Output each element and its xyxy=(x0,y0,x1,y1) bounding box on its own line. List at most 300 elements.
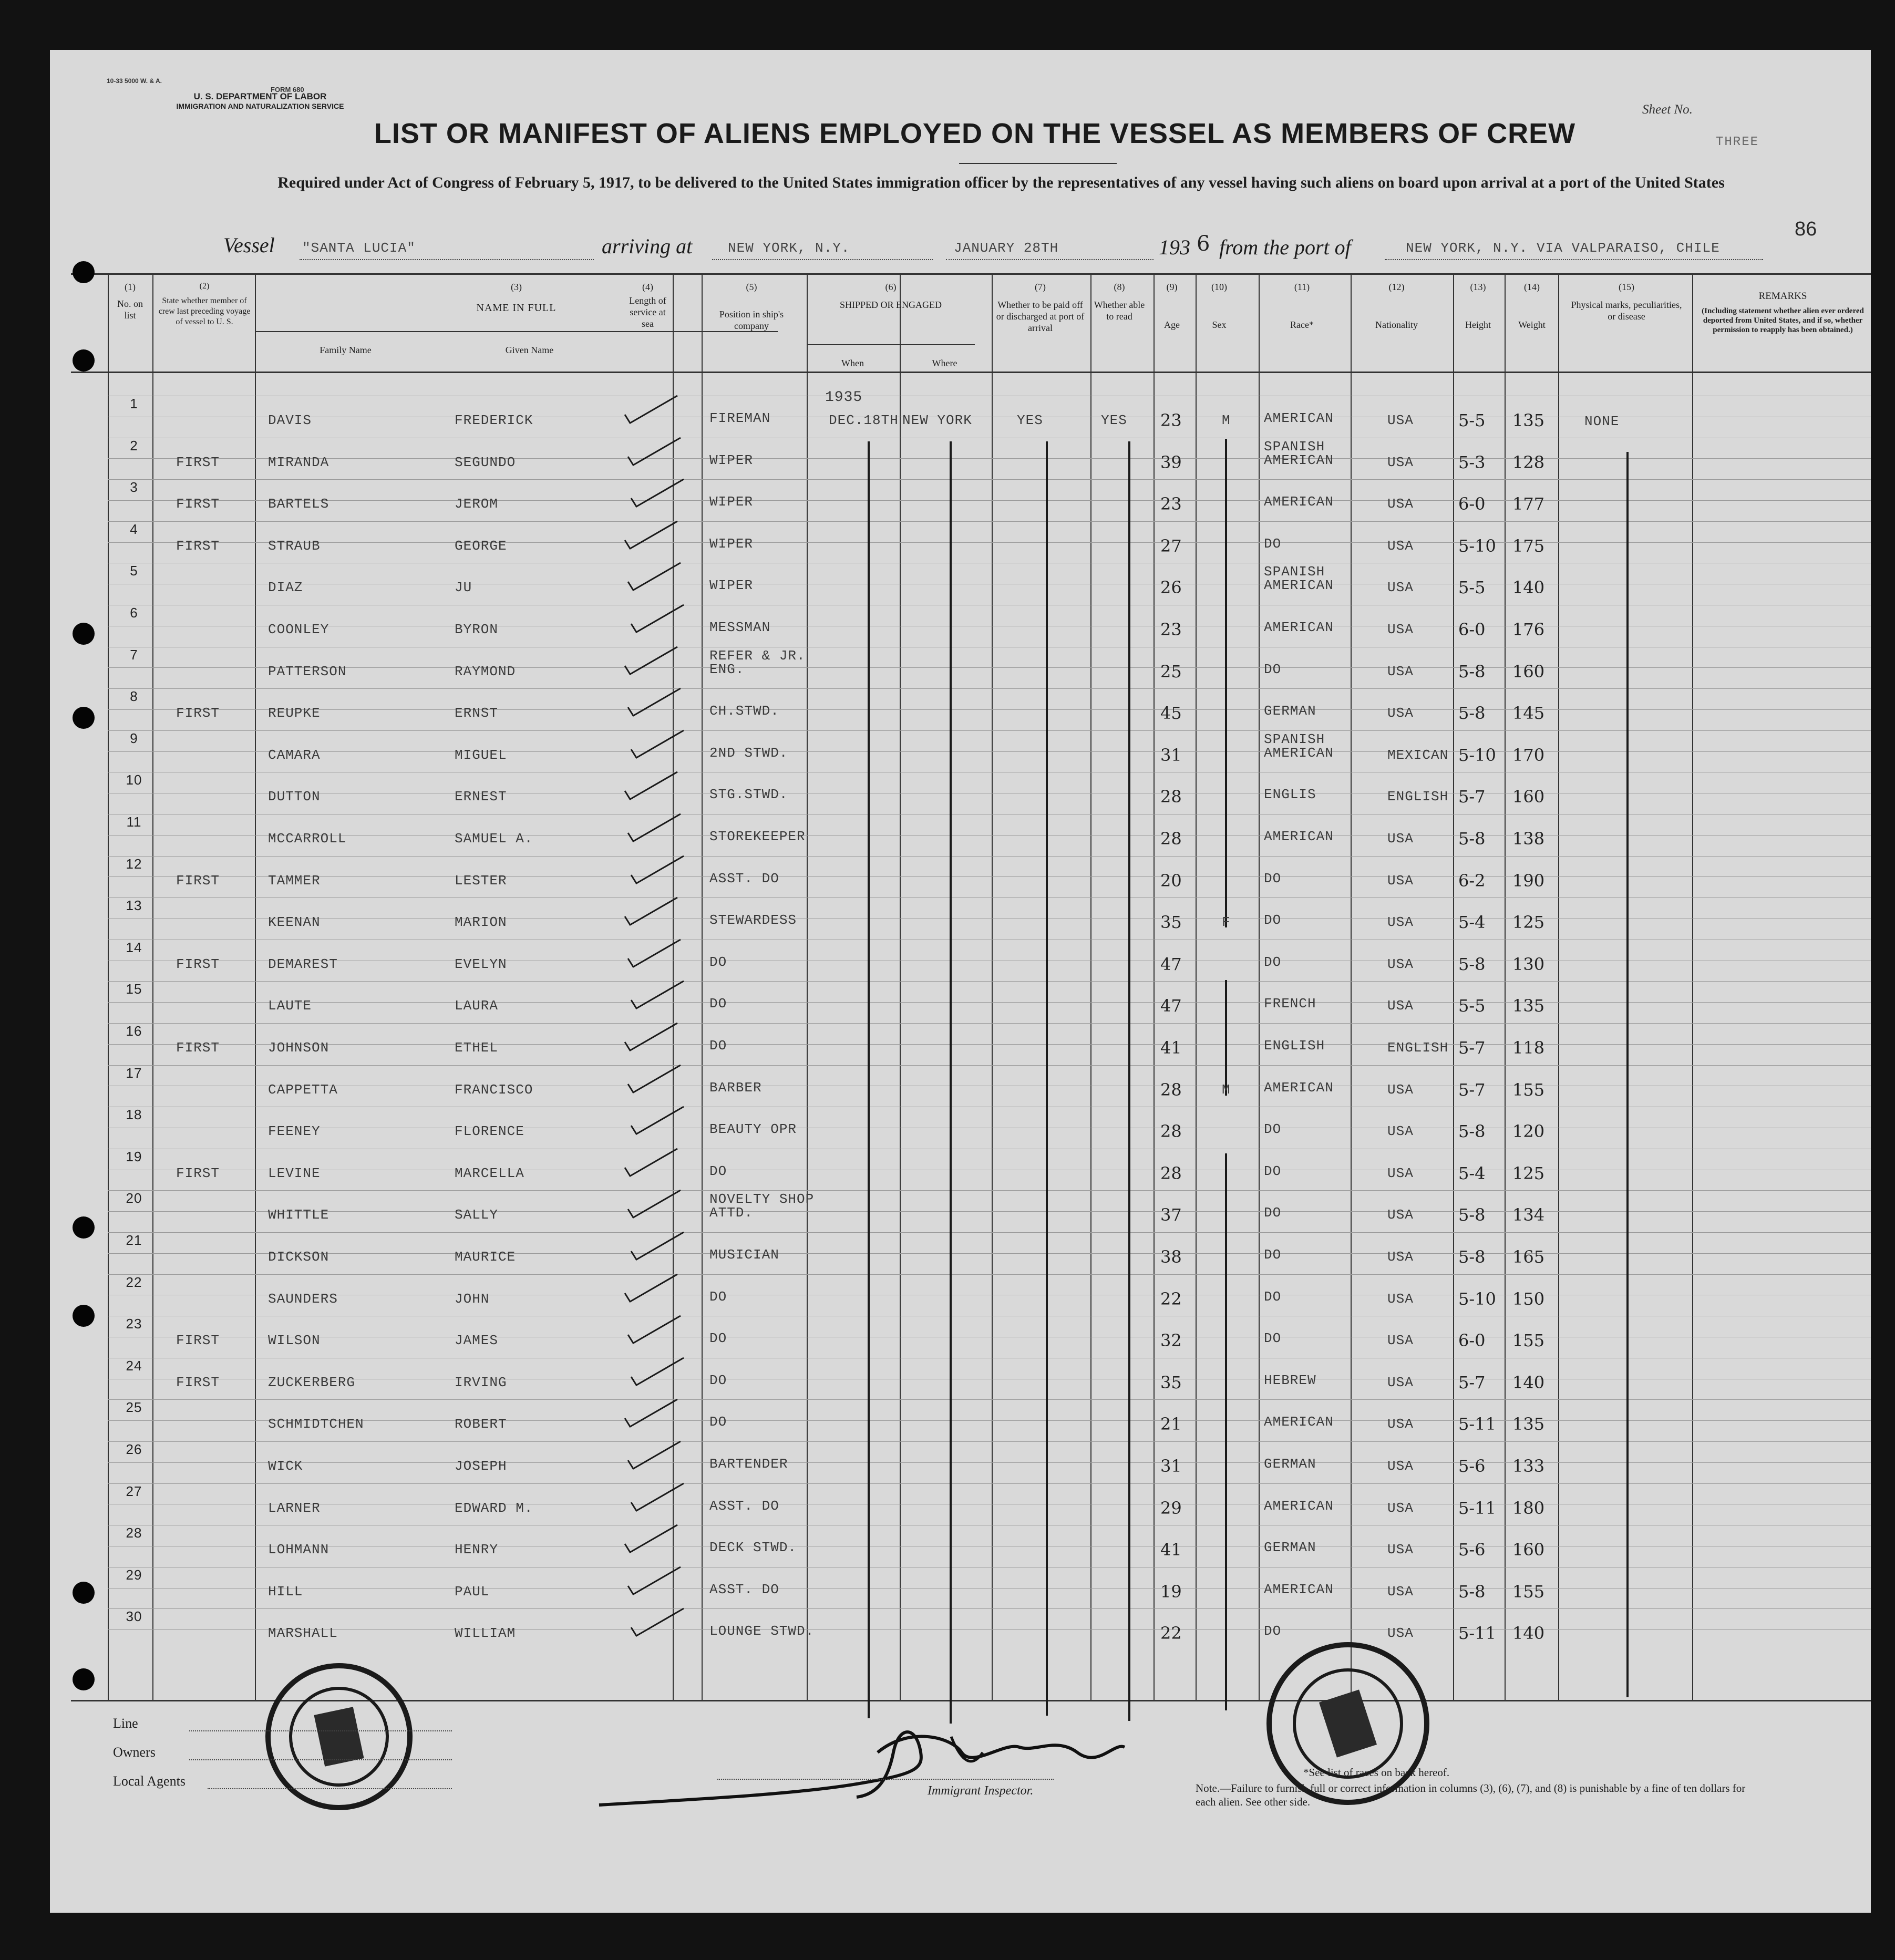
able-to-read-value: YES xyxy=(1101,412,1127,428)
cell-given: ERNEST xyxy=(455,789,507,805)
cell-race: DO xyxy=(1264,1330,1282,1347)
ditto-stroke-sex-m2 xyxy=(1225,1153,1227,1710)
cell-race: DO xyxy=(1264,1121,1282,1138)
row-rule xyxy=(108,500,1871,501)
cell-position: 2ND STWD. xyxy=(709,745,788,761)
cell-given: LESTER xyxy=(455,872,507,889)
check-mark-icon xyxy=(626,1438,684,1475)
cell-height: 5-8 xyxy=(1458,1581,1486,1602)
cell-weight: 140 xyxy=(1512,1372,1545,1392)
vessel-name: "SANTA LUCIA" xyxy=(302,240,416,256)
cell-height: 5-7 xyxy=(1458,787,1486,807)
cell-race: DO xyxy=(1264,661,1282,677)
cell-height: 5-4 xyxy=(1458,912,1486,933)
cell-given: BYRON xyxy=(455,622,499,637)
cell-prev: FIRST xyxy=(176,538,220,554)
cell-height: 6-0 xyxy=(1458,620,1486,639)
row-rule xyxy=(108,688,1871,689)
cell-nationality: USA xyxy=(1387,1165,1414,1181)
check-mark-icon xyxy=(626,1313,684,1349)
cell-age: 28 xyxy=(1160,1079,1182,1100)
row-rule xyxy=(108,730,1871,731)
cell-no: 13 xyxy=(126,898,142,914)
cell-age: 32 xyxy=(1160,1330,1182,1351)
binder-hole xyxy=(73,1582,95,1604)
row-rule xyxy=(108,542,1871,543)
cell-weight: 160 xyxy=(1512,661,1545,682)
cell-race: AMERICAN xyxy=(1264,1581,1334,1597)
cell-family: DAVIS xyxy=(268,412,312,428)
cell-height: 5-3 xyxy=(1458,452,1486,472)
cell-height: 5-8 xyxy=(1458,1205,1486,1225)
cell-position: DO xyxy=(709,954,727,970)
cell-no: 16 xyxy=(126,1023,142,1039)
cell-race: SPANISH AMERICAN xyxy=(1264,438,1334,468)
col13-header: (13) Height xyxy=(1465,282,1491,330)
cell-weight: 125 xyxy=(1512,912,1545,933)
cell-position: WIPER xyxy=(709,494,754,510)
column-divider xyxy=(702,273,703,1700)
cell-age: 25 xyxy=(1160,661,1182,682)
cell-weight: 155 xyxy=(1512,1079,1545,1100)
cell-position: FIREMAN xyxy=(709,410,771,426)
cell-position: LOUNGE STWD. xyxy=(709,1623,815,1639)
cell-no: 9 xyxy=(130,730,138,746)
cell-no: 4 xyxy=(130,521,138,537)
ditto-stroke-paid xyxy=(1046,441,1048,1716)
cell-race: SPANISH AMERICAN xyxy=(1264,731,1334,761)
from-port-value: NEW YORK, N.Y. VIA VALPARAISO, CHILE xyxy=(1406,240,1720,256)
service-name: IMMIGRATION AND NATURALIZATION SERVICE xyxy=(176,102,344,110)
title-underline xyxy=(959,163,1117,164)
cell-no: 21 xyxy=(126,1232,142,1248)
cell-height: 5-11 xyxy=(1458,1498,1496,1518)
cell-family: LAUTE xyxy=(268,998,312,1014)
cell-family: BARTELS xyxy=(268,496,329,512)
cell-family: TAMMER xyxy=(268,872,321,889)
row-rule xyxy=(108,709,1871,710)
shipped-header-divider xyxy=(807,344,975,345)
cell-race: DO xyxy=(1264,1163,1282,1179)
cell-position: DO xyxy=(709,996,727,1012)
cell-height: 5-5 xyxy=(1458,410,1486,430)
cell-family: DIAZ xyxy=(268,580,303,596)
owners-dotted xyxy=(189,1759,452,1760)
cell-family: DUTTON xyxy=(268,789,321,805)
binder-hole xyxy=(73,349,95,372)
row-rule xyxy=(108,667,1871,668)
cell-no: 18 xyxy=(126,1107,142,1123)
cell-given: SEGUNDO xyxy=(455,454,516,470)
cell-nationality: USA xyxy=(1387,1123,1414,1140)
col10-header: (10) Sex xyxy=(1211,282,1227,330)
cell-given: MARION xyxy=(455,914,507,931)
cell-nationality: USA xyxy=(1387,872,1414,889)
cell-given: WILLIAM xyxy=(455,1625,516,1642)
col9-header: (9) Age xyxy=(1164,282,1180,330)
cell-nationality: USA xyxy=(1387,454,1414,470)
cell-position: CH.STWD. xyxy=(709,703,779,719)
cell-nationality: USA xyxy=(1387,1458,1414,1474)
cell-position: ASST. DO xyxy=(709,1498,779,1514)
check-mark-icon xyxy=(623,1020,681,1057)
cell-race: GERMAN xyxy=(1264,703,1316,719)
cell-nationality: MEXICAN xyxy=(1387,747,1449,763)
page-number: 86 xyxy=(1795,218,1817,240)
cell-family: COONLEY xyxy=(268,622,329,637)
cell-race: GERMAN xyxy=(1264,1456,1316,1472)
cell-family: MCCARROLL xyxy=(268,831,347,847)
row-rule xyxy=(108,479,1871,480)
check-mark-icon xyxy=(623,1396,681,1433)
cell-position: REFER & JR. ENG. xyxy=(709,647,806,677)
cell-age: 29 xyxy=(1160,1498,1182,1518)
date-dotted-line xyxy=(946,259,1154,260)
paid-off-value: YES xyxy=(1017,412,1043,428)
page-subtitle: Required under Act of Congress of February 5, 1917, to be delivered to the United States immigration officer by the representatives of any vessel having such aliens on board upon arrival at a port of the United States xyxy=(277,174,1725,191)
cell-weight: 133 xyxy=(1512,1456,1545,1476)
cell-nationality: USA xyxy=(1387,622,1414,637)
port-stamp-left xyxy=(260,1658,418,1815)
col11-header: (11) Race* xyxy=(1290,282,1314,330)
cell-nationality: USA xyxy=(1387,1625,1414,1642)
cell-weight: 125 xyxy=(1512,1163,1545,1183)
column-divider xyxy=(1505,273,1506,1700)
row-rule xyxy=(108,751,1871,752)
cell-no: 30 xyxy=(126,1608,142,1625)
cell-no: 6 xyxy=(130,605,138,621)
cell-nationality: USA xyxy=(1387,1374,1414,1390)
department-heading xyxy=(150,92,370,111)
column-divider xyxy=(1090,273,1091,1700)
cell-race: DO xyxy=(1264,1247,1282,1263)
check-mark-icon xyxy=(626,811,684,848)
col6-header: (6) SHIPPED OR ENGAGED xyxy=(839,282,942,310)
row-rule xyxy=(108,1462,1871,1463)
vessel-label: Vessel xyxy=(223,233,275,257)
from-port-dotted-line xyxy=(1385,259,1763,260)
cell-weight: 118 xyxy=(1512,1038,1545,1058)
row-rule xyxy=(108,1190,1871,1191)
cell-given: IRVING xyxy=(455,1374,507,1390)
cell-position: DO xyxy=(709,1414,727,1430)
cell-no: 3 xyxy=(130,479,138,496)
cell-no: 24 xyxy=(126,1357,142,1374)
form-number: FORM 680 xyxy=(271,86,304,94)
inspector-label: Immigrant Inspector. xyxy=(928,1784,1034,1798)
cell-position: BARBER xyxy=(709,1079,762,1096)
cell-nationality: USA xyxy=(1387,1291,1414,1307)
line-dotted xyxy=(189,1730,452,1731)
cell-nationality: USA xyxy=(1387,1081,1414,1098)
cell-family: ZUCKERBERG xyxy=(268,1374,356,1390)
cell-no: 11 xyxy=(126,814,142,830)
cell-age: 31 xyxy=(1160,745,1182,765)
cell-weight: 150 xyxy=(1512,1288,1545,1309)
cell-weight: 177 xyxy=(1512,494,1545,514)
cell-given: EDWARD M. xyxy=(455,1500,533,1516)
cell-race: DO xyxy=(1264,1205,1282,1221)
cell-nationality: USA xyxy=(1387,580,1414,596)
cell-no: 5 xyxy=(130,563,138,579)
cell-nationality: USA xyxy=(1387,1542,1414,1558)
cell-age: 45 xyxy=(1160,703,1182,724)
cell-family: DICKSON xyxy=(268,1249,329,1265)
cell-height: 5-7 xyxy=(1458,1038,1486,1058)
races-note: *See list of races on back hereof. xyxy=(1303,1766,1450,1779)
row-rule xyxy=(108,1629,1871,1630)
row-rule xyxy=(108,856,1871,857)
cell-position: DO xyxy=(709,1163,727,1179)
cell-nationality: USA xyxy=(1387,1207,1414,1223)
cell-given: JOSEPH xyxy=(455,1458,507,1474)
cell-prev: FIRST xyxy=(176,1333,220,1349)
cell-height: 6-0 xyxy=(1458,494,1486,514)
ditto-stroke-read xyxy=(1128,441,1130,1721)
cell-race: AMERICAN xyxy=(1264,620,1334,635)
from-port-label: from the port of xyxy=(1219,235,1351,259)
cell-weight: 128 xyxy=(1512,452,1545,472)
cell-age: 37 xyxy=(1160,1205,1182,1225)
cell-position: DO xyxy=(709,1038,727,1054)
cell-race: DO xyxy=(1264,1623,1282,1639)
cell-age: 22 xyxy=(1160,1623,1182,1644)
ditto-stroke-when xyxy=(868,441,870,1718)
arriving-port: NEW YORK, N.Y. xyxy=(728,240,850,256)
page-title: LIST OR MANIFEST OF ALIENS EMPLOYED ON THE VESSEL AS MEMBERS OF CREW xyxy=(374,118,1576,149)
col15-header: (15) Physical marks, peculiarities, or disease xyxy=(1571,282,1682,322)
cell-given: ROBERT xyxy=(455,1416,507,1432)
col3-header: (3) NAME IN FULL xyxy=(476,282,557,314)
cell-given: GEORGE xyxy=(455,538,507,554)
cell-height: 5-6 xyxy=(1458,1456,1486,1476)
cell-height: 5-10 xyxy=(1458,1288,1496,1309)
check-mark-icon xyxy=(623,518,681,555)
cell-age: 28 xyxy=(1160,1121,1182,1142)
cell-no: 14 xyxy=(126,939,142,955)
cell-weight: 135 xyxy=(1512,1414,1545,1435)
family-name-header: Family Name xyxy=(320,345,372,355)
cell-no: 10 xyxy=(126,772,142,788)
col8-header: (8) Whether able to read xyxy=(1094,282,1145,322)
table-top-border xyxy=(71,273,1871,275)
col2-header: (2) State whether member of crew last preceding voyage of vessel to U. S. xyxy=(158,282,251,326)
ditto-stroke-sex-m xyxy=(1225,439,1227,927)
when-header: When xyxy=(841,358,864,368)
cell-nationality: ENGLISH xyxy=(1387,1040,1449,1056)
cell-nationality: USA xyxy=(1387,914,1414,931)
check-mark-icon xyxy=(626,936,684,973)
cell-age: 28 xyxy=(1160,829,1182,849)
cell-race: DO xyxy=(1264,535,1282,552)
cell-weight: 190 xyxy=(1512,870,1545,891)
cell-position: NOVELTY SHOP ATTD. xyxy=(709,1191,815,1221)
binder-hole xyxy=(73,1668,95,1690)
cell-given: MAURICE xyxy=(455,1249,516,1265)
cell-age: 35 xyxy=(1160,1372,1182,1392)
row-rule xyxy=(108,1023,1871,1024)
cell-weight: 130 xyxy=(1512,954,1545,974)
cell-family: PATTERSON xyxy=(268,663,347,679)
cell-weight: 165 xyxy=(1512,1247,1545,1267)
check-mark-icon xyxy=(623,1522,681,1559)
cell-no: 12 xyxy=(126,855,142,872)
cell-position: DO xyxy=(709,1372,727,1388)
cell-sex: M xyxy=(1222,1081,1231,1098)
cell-family: MIRANDA xyxy=(268,454,329,470)
column-divider xyxy=(1259,273,1260,1700)
cell-nationality: USA xyxy=(1387,496,1414,512)
cell-height: 5-8 xyxy=(1458,1121,1486,1142)
cell-weight: 138 xyxy=(1512,829,1545,849)
cell-family: LOHMANN xyxy=(268,1542,329,1558)
check-mark-icon xyxy=(629,978,687,1015)
cell-position: DO xyxy=(709,1288,727,1305)
column-divider xyxy=(1692,273,1693,1700)
col1-header: (1) No. on list xyxy=(117,282,143,321)
check-mark-icon xyxy=(629,476,687,513)
cell-age: 23 xyxy=(1160,494,1182,514)
cell-family: SAUNDERS xyxy=(268,1291,338,1307)
cell-race: ENGLISH xyxy=(1264,1038,1325,1054)
cell-no: 22 xyxy=(126,1274,142,1290)
cell-family: MARSHALL xyxy=(268,1625,338,1642)
cell-height: 5-5 xyxy=(1458,577,1486,598)
cell-family: HILL xyxy=(268,1583,303,1600)
cell-position: STOREKEEPER xyxy=(709,829,806,844)
cell-age: 23 xyxy=(1160,620,1182,639)
inspector-signature xyxy=(583,1705,1140,1826)
cell-height: 5-8 xyxy=(1458,954,1486,974)
cell-given: ERNST xyxy=(455,705,499,721)
cell-nationality: USA xyxy=(1387,1416,1414,1432)
sheet-number-label: Sheet No. xyxy=(1642,102,1693,117)
cell-weight: 170 xyxy=(1512,745,1545,765)
cell-age: 35 xyxy=(1160,912,1182,933)
cell-family: WHITTLE xyxy=(268,1207,329,1223)
check-mark-icon xyxy=(626,1062,684,1099)
cell-race: AMERICAN xyxy=(1264,410,1334,426)
cell-race: AMERICAN xyxy=(1264,1414,1334,1430)
check-mark-icon xyxy=(629,727,687,764)
cell-age: 26 xyxy=(1160,577,1182,598)
column-divider xyxy=(1453,273,1454,1700)
cell-position: ASST. DO xyxy=(709,870,779,886)
row-rule xyxy=(108,1420,1871,1421)
cell-given: SAMUEL A. xyxy=(455,831,533,847)
cell-position: DO xyxy=(709,1330,727,1347)
check-mark-icon xyxy=(623,393,681,429)
row-rule xyxy=(108,1483,1871,1484)
cell-nationality: USA xyxy=(1387,705,1414,721)
cell-weight: 145 xyxy=(1512,703,1545,724)
cell-family: LEVINE xyxy=(268,1165,321,1181)
penalty-note: Note.—Failure to furnish full or correct information in columns (3), (6), (7), and (8) is punishable by a fine of ten dollars for each alien. See other side. xyxy=(1196,1782,1746,1808)
col12-header: (12) Nationality xyxy=(1375,282,1418,330)
arriving-label: arriving at xyxy=(602,234,693,258)
column-divider xyxy=(807,273,808,1700)
column-divider xyxy=(152,273,153,1700)
cell-no: 17 xyxy=(126,1065,142,1081)
arrival-date: JANUARY 28TH xyxy=(954,240,1059,256)
cell-family: DEMAREST xyxy=(268,956,338,972)
cell-family: LARNER xyxy=(268,1500,321,1516)
agents-dotted xyxy=(208,1788,452,1789)
col7-header: (7) Whether to be paid off or discharged at port of arrival xyxy=(996,282,1085,333)
cell-given: SALLY xyxy=(455,1207,499,1223)
cell-age: 41 xyxy=(1160,1540,1182,1560)
year-prefix: 193 xyxy=(1159,235,1190,259)
cell-given: ETHEL xyxy=(455,1040,499,1056)
cell-family: JOHNSON xyxy=(268,1040,329,1056)
cell-no: 19 xyxy=(126,1148,142,1164)
check-mark-icon xyxy=(629,853,687,890)
binder-hole xyxy=(73,1216,95,1239)
check-mark-icon xyxy=(626,1187,684,1224)
cell-nationality: USA xyxy=(1387,412,1414,428)
cell-weight: 175 xyxy=(1512,535,1545,556)
cell-given: HENRY xyxy=(455,1542,499,1558)
ditto-stroke-where xyxy=(950,441,952,1724)
cell-height: 5-5 xyxy=(1458,996,1486,1016)
inspector-dotted xyxy=(717,1779,1054,1780)
cell-prev: FIRST xyxy=(176,454,220,470)
cell-family: WILSON xyxy=(268,1333,321,1349)
cell-age: 47 xyxy=(1160,996,1182,1016)
cell-height: 5-11 xyxy=(1458,1414,1496,1435)
column-divider xyxy=(900,273,901,1700)
cell-height: 5-11 xyxy=(1458,1623,1496,1644)
cell-family: FEENEY xyxy=(268,1123,321,1140)
cell-no: 28 xyxy=(126,1525,142,1541)
sheet-number-value: THREE xyxy=(1716,135,1759,149)
cell-height: 5-8 xyxy=(1458,829,1486,849)
cell-no: 27 xyxy=(126,1483,142,1499)
line-label: Line xyxy=(113,1716,138,1731)
cell-weight: 135 xyxy=(1512,996,1545,1016)
cell-age: 38 xyxy=(1160,1247,1182,1267)
cell-weight: 120 xyxy=(1512,1121,1545,1142)
cell-no: 2 xyxy=(130,437,138,453)
column-divider xyxy=(1558,273,1559,1700)
row-rule xyxy=(108,1002,1871,1003)
cell-no: 8 xyxy=(130,688,138,705)
check-mark-icon xyxy=(629,1605,687,1642)
cell-race: FRENCH xyxy=(1264,996,1316,1012)
cell-prev: FIRST xyxy=(176,1165,220,1181)
cell-height: 5-7 xyxy=(1458,1079,1486,1100)
ditto-stroke-sex-f xyxy=(1225,980,1227,1096)
cell-height: 5-8 xyxy=(1458,1247,1486,1267)
row-rule xyxy=(108,521,1871,522)
cell-race: DO xyxy=(1264,954,1282,970)
cell-nationality: ENGLISH xyxy=(1387,789,1449,805)
cell-height: 5-6 xyxy=(1458,1540,1486,1560)
cell-nationality: USA xyxy=(1387,998,1414,1014)
shipped-year: 1935 xyxy=(825,389,863,406)
check-mark-icon xyxy=(626,1564,684,1601)
cell-age: 27 xyxy=(1160,535,1182,556)
cell-given: JAMES xyxy=(455,1333,499,1349)
cell-age: 19 xyxy=(1160,1581,1182,1602)
cell-weight: 140 xyxy=(1512,1623,1545,1644)
cell-weight: 160 xyxy=(1512,787,1545,807)
cell-weight: 176 xyxy=(1512,620,1545,639)
cell-race: ENGLIS xyxy=(1264,787,1316,803)
shipped-when: DEC.18TH xyxy=(829,412,899,428)
cell-prev: FIRST xyxy=(176,705,220,721)
cell-age: 28 xyxy=(1160,1163,1182,1183)
